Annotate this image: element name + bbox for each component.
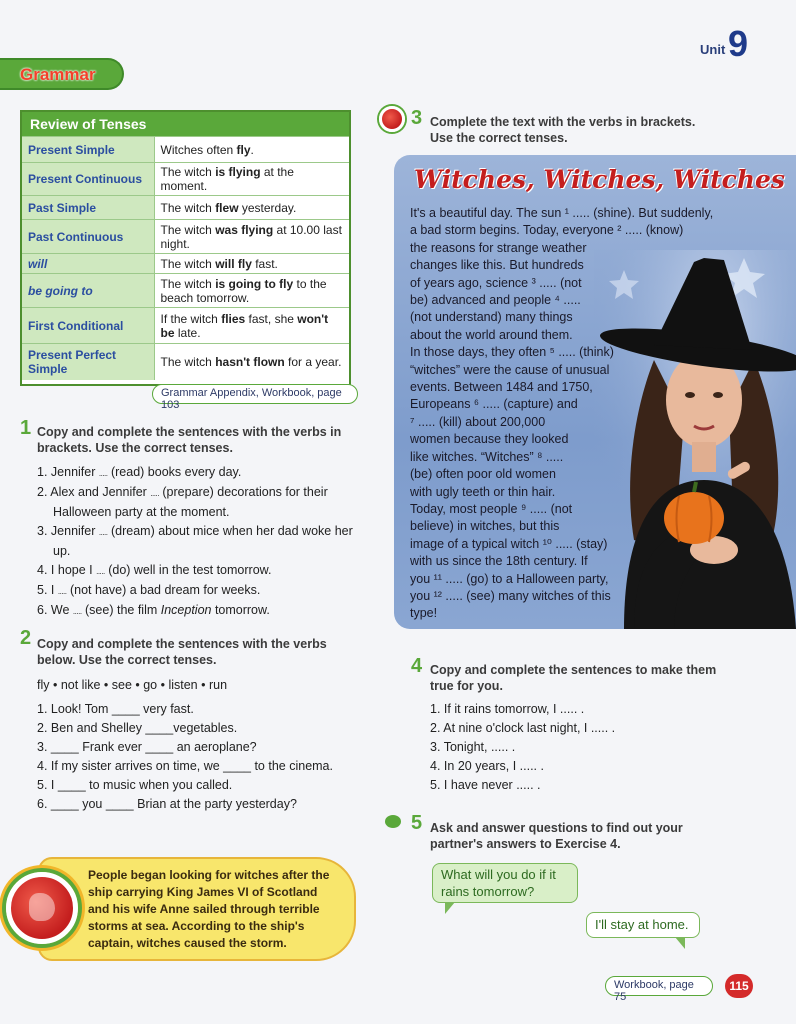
item-text: We [50, 603, 73, 617]
review-tense: will [22, 254, 154, 274]
question-speech-bubble: What will you do if it rains tomorrow? [432, 863, 578, 903]
grammar-appendix-ref: Grammar Appendix, Workbook, page 103 [152, 384, 358, 404]
item-number: 4. [37, 563, 48, 577]
item-number: 1. [37, 465, 48, 479]
item-text: I have never ..... . [443, 778, 541, 792]
review-example [154, 274, 349, 308]
story-line: It's a beautiful day. The sun ¹ ..... (shine). But suddenly, [410, 206, 714, 220]
item-text: I [50, 583, 58, 597]
exercise-2-list [37, 700, 355, 814]
item-number: 1. [430, 702, 441, 716]
item-text: (prepare) decorations for their Halloween party at the moment. [53, 485, 328, 519]
item-text: I hope I [50, 563, 97, 577]
exercise-1-item [37, 601, 355, 621]
item-text: (see) the film [81, 603, 161, 617]
example-verb: hasn't flown [215, 354, 285, 369]
item-number: 2. [37, 485, 48, 499]
ex4-item [430, 700, 730, 719]
grammar-tab-label: Grammar [20, 65, 96, 84]
example-verb: will fly [215, 256, 252, 271]
exercise-2-number: 2 [20, 627, 32, 649]
item-text: Look! Tom ____ very fast. [50, 702, 194, 716]
story-line: you ¹² ..... (see) many witches of this [410, 588, 611, 603]
item-text: If my sister arrives on time, we ____ to the cinema. [50, 759, 333, 773]
blank-gap: ..... [57, 587, 67, 596]
example-text: The witch [160, 222, 216, 237]
example-text: . [250, 142, 254, 157]
item-number: 5. [430, 778, 441, 792]
example-verb: flies [221, 311, 246, 326]
item-number: 5. [37, 583, 48, 597]
item-number: 6. [37, 603, 48, 617]
review-example [154, 220, 349, 254]
story-line: Europeans ⁶ ..... (capture) and [410, 397, 578, 412]
fact-text: People began looking for witches after the ship carrying King James VI of Scotland and his wife Anne sailed through terrible storms at sea. According to the ship's captain, witches caused the storm. [88, 868, 330, 950]
blank-gap: ..... [96, 567, 105, 576]
item-number: 4. [430, 759, 441, 773]
review-example [154, 137, 349, 163]
review-row [22, 220, 349, 254]
story-line: of years ago, science ³ ..... (not [410, 275, 582, 290]
story-line: with us since the 18th century. If [410, 554, 588, 569]
ex2-item [37, 757, 355, 776]
review-of-tenses-box [20, 110, 351, 386]
story-line: a bad storm begins. Today, everyone ² ..... (know) [410, 223, 684, 238]
review-row [22, 163, 349, 196]
story-line: about the world around them. [410, 327, 573, 342]
globe-icon [6, 872, 78, 944]
story-line: ⁷ ..... (kill) about 200,000 [410, 414, 546, 429]
exercise-4-number: 4 [411, 655, 423, 677]
item-text: ____ you ____ Brian at the party yesterday? [50, 797, 297, 811]
exercise-3-number: 3 [411, 107, 423, 129]
item-text: If it rains tomorrow, I ..... . [443, 702, 585, 716]
example-verb: flew [215, 200, 239, 215]
globe-small-icon [379, 106, 405, 132]
review-row [22, 308, 349, 344]
film-title: Inception [160, 603, 212, 617]
example-text: at the moment. [160, 165, 294, 193]
item-text: At nine o'clock last night, I ..... . [443, 721, 616, 735]
item-text: Jennifer [50, 524, 99, 538]
item-text: (not have) a bad dream for weeks. [66, 583, 261, 597]
exercise-2-verb-list: fly • not like • see • go • listen • run [37, 678, 228, 692]
ex4-item [430, 757, 730, 776]
review-row [22, 344, 349, 380]
story-line: Today, most people ⁹ ..... (not [410, 501, 573, 516]
review-row [22, 196, 349, 220]
review-example [154, 196, 349, 220]
exercise-1-heading: Copy and complete the sentences with the verbs in brackets. Use the correct tenses. [37, 425, 342, 455]
review-tense: Past Simple [22, 196, 154, 220]
review-title: Review of Tenses [22, 112, 349, 136]
example-text: for a year. [284, 354, 342, 369]
story-text [410, 205, 722, 623]
story-line: In those days, they often ⁵ ..... (think) [410, 345, 614, 360]
item-text: Jennifer [50, 465, 99, 479]
ex2-item [37, 700, 355, 719]
review-table [22, 136, 349, 380]
review-tense: be going to [22, 274, 154, 308]
ex2-item [37, 719, 355, 738]
unit-number: 9 [728, 23, 749, 64]
review-tense: Past Continuous [22, 220, 154, 254]
review-example [154, 308, 349, 344]
item-text: ____ Frank ever ____ an aeroplane? [50, 740, 257, 754]
example-verb: fly [236, 142, 251, 157]
exercise-1-item [37, 522, 355, 561]
exercise-3-heading: Complete the text with the verbs in brackets. Use the correct tenses. [430, 115, 696, 145]
review-tense: First Conditional [22, 308, 154, 344]
example-verb: won't be [160, 311, 329, 340]
exercise-4-list [430, 700, 730, 795]
unit-label: Unit [700, 42, 726, 57]
exercise-4-heading: Copy and complete the sentences to make them true for you. [430, 663, 717, 693]
item-text: (read) books every day. [107, 465, 242, 479]
story-line: (be) often poor old women [410, 467, 556, 482]
example-text: at 10.00 last night. [160, 222, 342, 251]
ex4-item [430, 719, 730, 738]
item-text: Alex and Jennifer [50, 485, 151, 499]
exercise-1-item [37, 581, 355, 601]
item-number: 2. [37, 721, 48, 735]
story-line: the reasons for strange weather [410, 240, 587, 255]
story-line: type! [410, 606, 438, 621]
item-number: 3. [37, 524, 48, 538]
exercise-1-item [37, 561, 355, 581]
exercise-1-item [37, 483, 355, 522]
blank-gap: ..... [72, 607, 82, 616]
example-text: The witch [160, 256, 216, 271]
example-verb: was flying [215, 222, 274, 237]
example-verb: is flying [215, 165, 261, 179]
page-number: 115 [725, 974, 753, 998]
item-text: In 20 years, I ..... . [443, 759, 544, 773]
example-text: If the witch [160, 311, 222, 326]
blank-gap: ..... [98, 469, 108, 478]
story-line: women because they looked [410, 432, 569, 447]
ex2-item [37, 795, 355, 814]
story-box [394, 155, 796, 629]
item-number: 3. [430, 740, 441, 754]
review-tense: Present Perfect Simple [22, 344, 154, 380]
story-line: like witches. “Witches” ⁸ ..... [410, 449, 564, 464]
answer-speech-bubble: I'll stay at home. [586, 912, 700, 938]
example-verb: is going to fly [215, 276, 294, 291]
exercise-1-item [37, 463, 355, 483]
item-text: Ben and Shelley ____vegetables. [50, 721, 238, 735]
exercise-5-number: 5 [411, 812, 423, 834]
fact-box [38, 857, 356, 961]
item-text: (do) well in the test tomorrow. [104, 563, 272, 577]
item-number: 4. [37, 759, 48, 773]
review-example [154, 163, 349, 196]
review-tense: Present Continuous [22, 163, 154, 196]
story-line: (not understand) many things [410, 310, 573, 325]
example-text: yesterday. [238, 200, 297, 215]
ex2-item [37, 776, 355, 795]
example-text: The witch [160, 200, 216, 215]
item-number: 5. [37, 778, 48, 792]
example-text: The witch [160, 276, 216, 291]
item-number: 1. [37, 702, 48, 716]
blank-gap: ..... [98, 528, 108, 537]
exercise-2-heading: Copy and complete the sentences with the verbs below. Use the correct tenses. [37, 637, 327, 667]
example-text: The witch [160, 354, 216, 369]
item-text: Tonight, ..... . [443, 740, 516, 754]
example-text: to the beach tomorrow. [160, 276, 327, 305]
story-line: believe) in witches, but this [410, 519, 560, 534]
review-example [154, 254, 349, 274]
story-line: events. Between 1484 and 1750, [410, 380, 593, 395]
example-text: fast, she [245, 311, 298, 326]
example-text: Witches often [160, 142, 237, 157]
review-example [154, 344, 349, 380]
review-row [22, 137, 349, 163]
story-title: Witches, Witches, Witches [414, 165, 785, 194]
story-line: image of a typical witch ¹⁰ ..... (stay) [410, 536, 608, 551]
grammar-tab [0, 58, 124, 90]
example-text: late. [174, 325, 201, 340]
review-row [22, 254, 349, 274]
story-line: changes like this. But hundreds [410, 258, 584, 273]
review-tense: Present Simple [22, 137, 154, 163]
item-number: 3. [37, 740, 48, 754]
item-number: 6. [37, 797, 48, 811]
ex4-item [430, 738, 730, 757]
example-text: The witch [160, 165, 216, 179]
item-text: (dream) about mice when her dad woke her up. [53, 524, 353, 558]
speech-bubble-icon [385, 815, 401, 828]
exercise-1-number: 1 [20, 417, 32, 439]
item-text: I ____ to music when you called. [50, 778, 233, 792]
ex4-item [430, 776, 730, 795]
review-row [22, 274, 349, 308]
story-line: “witches” were the cause of unusual [410, 362, 610, 377]
exercise-5-heading: Ask and answer questions to find out your partner's answers to Exercise 4. [430, 821, 683, 851]
workbook-ref: Workbook, page 75 [605, 976, 713, 996]
story-line: with ugly teeth or thin hair. [410, 484, 556, 499]
item-text: tomorrow. [211, 603, 270, 617]
story-line: you ¹¹ ..... (go) to a Halloween party, [410, 571, 609, 586]
blank-gap: ..... [150, 489, 159, 498]
exercise-1-list [37, 463, 355, 621]
ex2-item [37, 738, 355, 757]
item-number: 2. [430, 721, 441, 735]
example-text: fast. [251, 256, 278, 271]
story-line: be) advanced and people ⁴ ..... [410, 293, 581, 308]
